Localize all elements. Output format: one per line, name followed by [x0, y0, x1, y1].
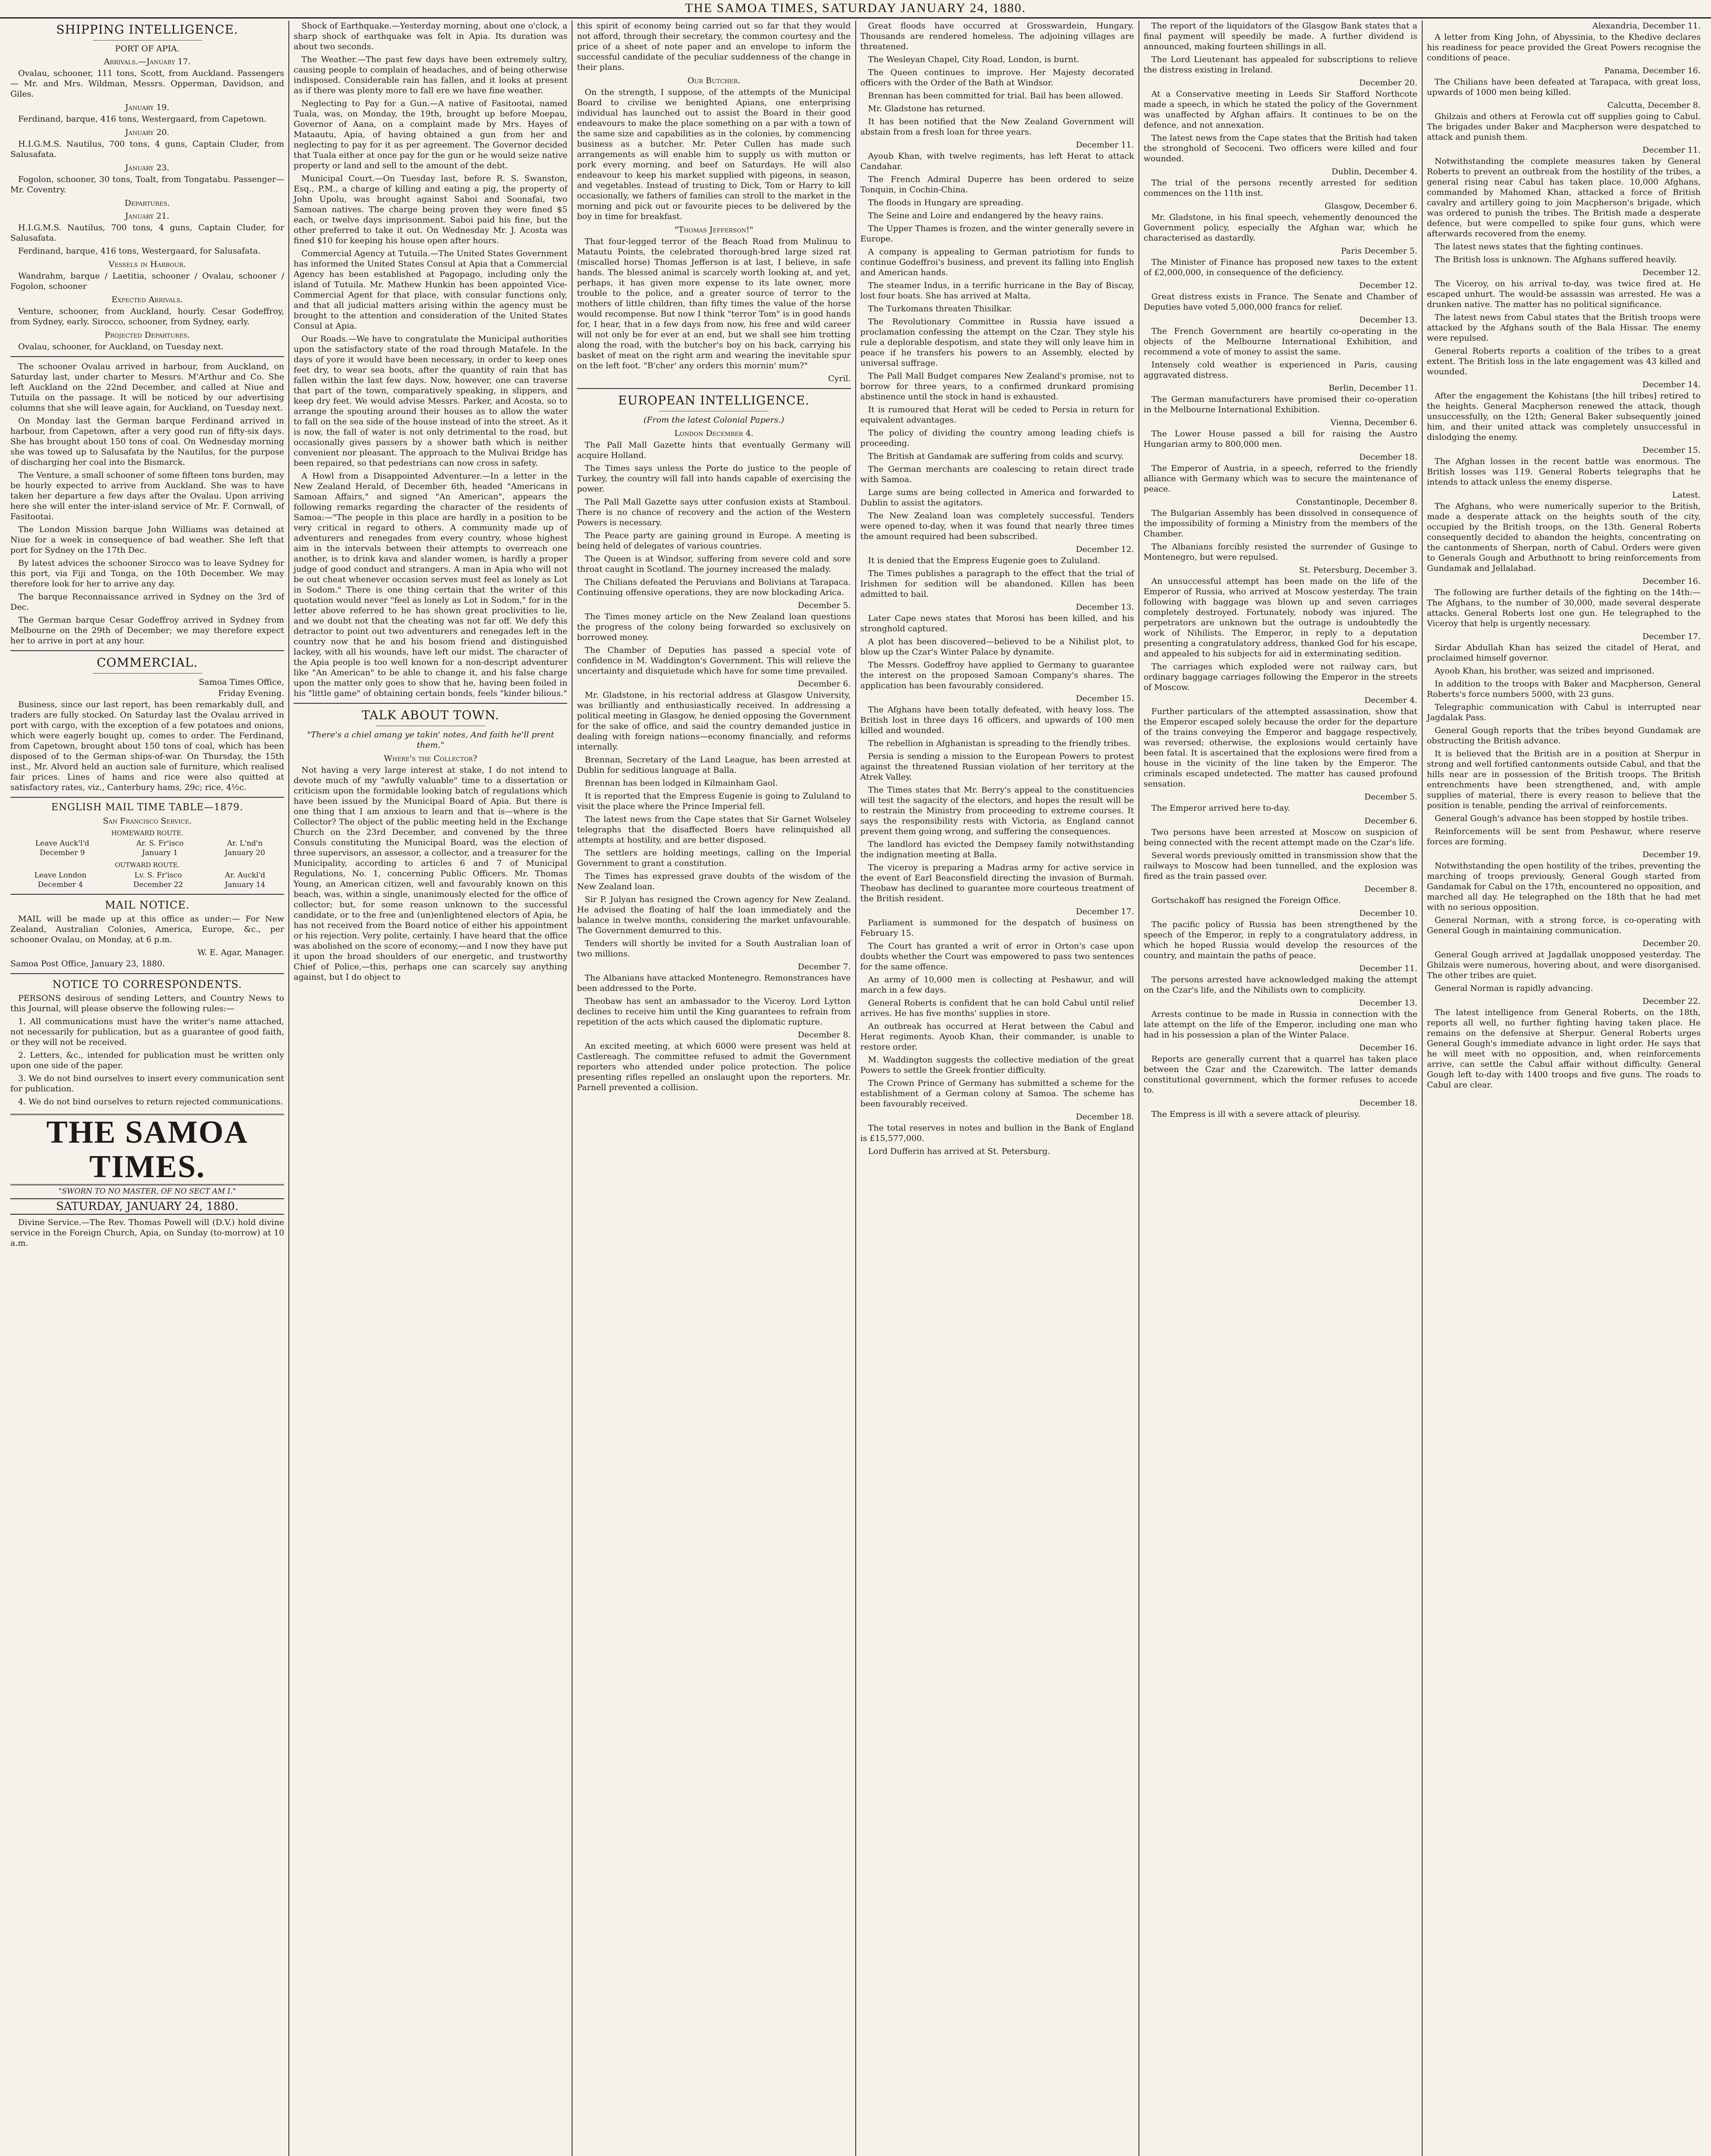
- news-item: General Norman, with a strong force, is co-operating with General Gough in maintaining communication.: [1426, 915, 1701, 935]
- news-item: M. Waddington suggests the collective mediation of the great Powers to settle the Greek frontier difficulty.: [860, 1055, 1134, 1075]
- news-item: The British at Gandamak are suffering from colds and scurvy.: [868, 451, 1124, 461]
- butcher-head: Our Butcher.: [687, 76, 741, 85]
- date-head: December 15.: [1642, 445, 1701, 455]
- news-item: The Queen is at Windsor, suffering from severe cold and sore throat caught in Scotland. The journey increased the malady.: [577, 554, 851, 574]
- news-item: The Turkomans threaten Thisilkar.: [868, 304, 1012, 313]
- news-item: The policy of dividing the country among leading chiefs is proceeding.: [860, 428, 1134, 448]
- date-head: December 4.: [1364, 696, 1417, 705]
- news-item: An army of 10,000 men is collecting at Peshawur, and will march in a few days.: [860, 975, 1134, 995]
- news-item: An outbreak has occurred at Herat between the Cabul and Herat regiments. Ayoob Khan, their commander, is unable to restore order.: [860, 1022, 1134, 1052]
- shipping-paragraph: On Monday last the German barque Ferdinand arrived in harbour, from Capetown, after a very good run of fifty-six days. She has brought about 150 tons of coal. On Wednesday morning she was towed up to Salusafata by the Nautilus, for the purpose of discharging her coal into the Bismarck.: [10, 416, 285, 467]
- news-item: The carriages which exploded were not railway cars, but ordinary baggage carriages following the Emperor in the streets of Moscow.: [1143, 662, 1417, 692]
- date-head: Dublin, December 4.: [1331, 167, 1417, 176]
- news-item: The Pall Mall Gazette hints that eventually Germany will acquire Holland.: [577, 440, 851, 460]
- date-head: December 13.: [1359, 315, 1417, 325]
- news-item: Mr. Gladstone has returned.: [868, 104, 985, 113]
- news-item: General Norman is rapidly advancing.: [1434, 984, 1593, 993]
- news-item: The Empress is ill with a severe attack of pleurisy.: [1151, 1109, 1361, 1119]
- verse: "There's a chiel amang ye takin' notes, And faith he'll prent them.": [307, 730, 554, 750]
- news-item: A plot has been discovered—believed to be a Nihilist plot, to blow up the Czar's Winter Palace by dynamite.: [860, 637, 1134, 657]
- news-item: The Lord Lieutenant has appealed for subscriptions to relieve the distress existing in Ireland.: [1143, 55, 1417, 75]
- table-cell: Lv. S. Fr'isco: [134, 871, 182, 880]
- news-item: The steamer Indus, in a terrific hurricane in the Bay of Biscay, lost four boats. She has arrived at Malta.: [860, 281, 1134, 301]
- port-title: PORT OF APIA.: [115, 44, 180, 53]
- news-item: At a Conservative meeting in Leeds Sir Stafford Northcote made a speech, in which he stated the policy of the Government was unaffected by Afghan affairs. It continues to be on the defence, and not annexation.: [1143, 89, 1417, 130]
- arrival-2: Ferdinand, barque, 416 tons, Westergaard, from Capetown.: [18, 114, 267, 124]
- news-paragraph: Not having a very large interest at stake, I do not intend to devote much of my "awfully valuable" time to a dissertation or criticism upon the formidable looking batch of regulations which have been issued by the Municipal Board of Apia. But there is one thing that I am anxious to learn and that is—where is the Collector? The object of the public meeting held in the Exchange Church on the 23rd December, and convened by the three Consuls constituting the Municipal Board, was the election of three supervisors, an assessor, a collector, and a treasurer for the Municipality, according to articles 6 and 7 of Municipal Regulations, No. 1, concerning Public Officers. Mr. Thomas Young, an American citizen, well and favourably known on this beach, was, within a single, unanimously elected for the office of collector; but, for some reason unknown to the successful candidate, or to the free and (un)enlightened electors of Apia, he has not received from the Board notice of either his appointment or his rejection. Very polite, certainly. I have heard that the office was abolished on the score of economy,—and I now they have put it upon the broad shoulders of our energetic, and trustworthy Chief of Police,—this, perhaps one can scarcely say anything against, but I do object to: [294, 765, 568, 982]
- divine-service: Divine Service.—The Rev. Thomas Powell will (D.V.) hold divine service in the Foreign Church, Apia, on Sunday (to-morrow) at 10 a.m.: [10, 1218, 285, 1248]
- mail-office: Samoa Post Office, January 23, 1880.: [10, 959, 165, 968]
- news-item: General Gough's advance has been stopped by hostile tribes.: [1434, 814, 1689, 823]
- news-item: The Court has granted a writ of error in Orton's case upon doubts whether the Court was empowered to pass two sentences for the same offence.: [860, 941, 1134, 971]
- date-head: December 11.: [1359, 964, 1417, 973]
- news-item: The Queen continues to improve. Her Majesty decorated officers with the Order of the Bath at Windsor.: [860, 68, 1134, 88]
- news-item: Ghilzais and others at Ferowla cut off supplies going to Cabul. The brigades under Baker and Macpherson were despatched to attack and punish them.: [1426, 112, 1701, 142]
- news-item: The Afghan losses in the recent battle was enormous. The British losses was 119. General Roberts telegraphs that he intends to attack unless the enemy disperse.: [1426, 457, 1701, 487]
- news-item: Two persons have been arrested at Moscow on suspicion of being connected with the recent attempt made on the Czar's life.: [1143, 827, 1417, 847]
- divider: [10, 797, 284, 798]
- news-paragraph: this spirit of economy being carried out so far that they would not afford, through their secretary, the common courtesy and the price of a sheet of note paper and an envelope to inform the successful candidate of the peculiar suddenness of the change in their plans.: [577, 21, 851, 72]
- table-cell: January 14: [225, 881, 266, 889]
- date-head: Glasgow, December 6.: [1324, 201, 1417, 211]
- table-cell: December 22: [133, 881, 183, 889]
- news-item: The latest news from the Cape states that the British had taken the stronghold of Secoceni. Two officers were killed and four wounded.: [1143, 133, 1417, 163]
- news-item: The Pall Mall Gazette says utter confusion exists at Stamboul. There is no chance of recovery and the action of the Western Powers is necessary.: [577, 497, 851, 527]
- news-item: The Pall Mall Budget compares New Zealand's promise, not to borrow for three years, to a confirmed drunkard promising abstinence until the stock in hand is exhausted.: [860, 371, 1134, 401]
- date-head: Alexandria, December 11.: [1592, 21, 1701, 31]
- news-item: The Emperor of Austria, in a speech, referred to the friendly alliance with Germany which was to secure the maintenance of peace.: [1143, 464, 1417, 494]
- news-item: Notwithstanding the open hostility of the tribes, preventing the marching of troops previously, General Gough started from Gandamak for Cabul on the 17th, encountered no opposition, and marched all day. He telegraphed on the 18th that he had met with no serious opposition.: [1426, 861, 1701, 912]
- divider: [10, 973, 284, 974]
- news-item: The Times has expressed grave doubts of the wisdom of the New Zealand loan.: [577, 871, 851, 891]
- news-item: It is denied that the Empress Eugenie goes to Zululand.: [868, 556, 1101, 565]
- news-item: Further particulars of the attempted assassination, show that the Emperor escaped solely because the order for the departure of the trains conveying the Emperor and baggage respectively, was reversed; otherwise, the explosions would certainly have been fatal. It is ascertained that the explosions were fired from a house in the vicinity of the line taken by the Emperor. The criminals escaped undetected. The matter has caused profound sensation.: [1143, 707, 1417, 789]
- vessels-head: Vessels in Harbour.: [108, 260, 186, 269]
- date-head: December 20.: [1642, 939, 1701, 948]
- news-item: Gortschakoff has resigned the Foreign Office.: [1151, 896, 1341, 905]
- news-item: Persia is sending a mission to the European Powers to protest against the threatened Russian violation of her territory at the Atrek Valley.: [860, 752, 1134, 782]
- departure-2: Ferdinand, barque, 416 tons, Westergaard, for Salusafata.: [18, 246, 261, 256]
- column-1: [6, 21, 289, 2156]
- news-item: The German merchants are coalescing to retain direct trade with Samoa.: [860, 464, 1134, 484]
- news-item: Sirdar Abdullah Khan has seized the citadel of Herat, and proclaimed himself governor.: [1426, 643, 1701, 663]
- news-item: The following are further details of the fighting on the 14th:—The Afghans, to the number of 30,000, made several desperate attacks. General Roberts lost one gun. He telegraphed to the Viceroy that help is urgently necessary.: [1426, 588, 1701, 628]
- date-head: December 11.: [1076, 140, 1134, 150]
- news-item: The Times money article on the New Zealand loan questions the progress of the colony being forwarded so exclusively on borrowed money.: [577, 612, 851, 642]
- divider: [10, 894, 284, 895]
- columns: [6, 21, 1705, 2156]
- news-item: The persons arrested have acknowledged making the attempt on the Czar's life, and the Nihilists own to complicity.: [1143, 975, 1417, 995]
- news-item: General Roberts reports a coalition of the tribes to a great extent. The British loss in the late engagement was 43 killed and wounded.: [1426, 346, 1701, 376]
- shipping-paragraph: By latest advices the schooner Sirocco was to leave Sydney for this port, via Fiji and Tonga, on the 10th December. We may therefore look for her to arrive any day.: [10, 558, 285, 589]
- notice-rule: 1. All communications must have the writer's name attached, not necessarily for publication, but as a guarantee of good faith, or they will not be received.: [10, 1017, 285, 1047]
- date-head: December 15.: [1076, 694, 1134, 703]
- news-item: It has been notified that the New Zealand Government will abstain from a fresh loan for three years.: [860, 117, 1134, 137]
- date-head: December 8.: [1364, 884, 1417, 894]
- vessels-list: Wandrahm, barque / Laetitia, schooner / Ovalau, schooner / Fogolon, schooner: [10, 271, 285, 291]
- column-2: [289, 21, 572, 2156]
- divider: [294, 703, 567, 704]
- news-item: The trial of the persons recently arrested for sedition commences on the 11th inst.: [1143, 178, 1417, 198]
- divider: [93, 40, 202, 41]
- divider: [577, 388, 851, 389]
- shipping-paragraph: The barque Reconnaissance arrived in Sydney on the 3rd of Dec.: [10, 592, 285, 612]
- mail-table-outward: [10, 871, 284, 890]
- news-item: Parliament is summoned for the despatch of business on February 15.: [860, 918, 1134, 938]
- news-item: The Chamber of Deputies has passed a special vote of confidence in M. Waddington's Government. This will relieve the uncertainty and disquietude which have for some time prevailed.: [577, 646, 851, 676]
- news-item: The latest news states that the fighting continues.: [1434, 242, 1643, 251]
- news-item: Intensely cold weather is experienced in Paris, causing aggravated distress.: [1143, 360, 1417, 380]
- news-item: An excited meeting, at which 6000 were present was held at Castlereagh. The committee refused to admit the Government reporters who attended under police protection. The police presenting rifles repelled an onslaught upon the reporters. Mr. Parnell prevented a collision.: [577, 1041, 851, 1092]
- mail-service: San Francisco Service.: [103, 816, 192, 826]
- table-row: [10, 880, 284, 890]
- news-paragraph: Shock of Earthquake.—Yesterday morning, about one o'clock, a sharp shock of earthquake was felt in Apia. Its duration was about two seconds.: [294, 21, 568, 51]
- news-item: The latest news from the Cape states that Sir Garnet Wolseley telegraphs that the disaffected Boers have relinquished all attempts at hostility, and are better disposed.: [577, 815, 851, 845]
- news-item: The latest intelligence from General Roberts, on the 18th, reports all well, no further fighting having taken place. He remains on the defensive at Sherpur. General Roberts urges General Gough's immediate advance in light order. He says that he will meet with no opposition, and, when reinforcements arrive, can settle the Cabul affair without difficulty. General Gough left to-day with 1400 troops and five guns. The roads to Cabul are clear.: [1426, 1008, 1701, 1090]
- news-item: Great floods have occurred at Grosswardein, Hungary. Thousands are rendered homeless. The adjoining villages are threatened.: [860, 21, 1134, 51]
- news-item: Ayoob Khan, his brother, was seized and imprisoned.: [1434, 666, 1655, 676]
- divider: [93, 673, 202, 674]
- outward-route: OUTWARD ROUTE.: [115, 861, 180, 869]
- date-head: Calcutta, December 8.: [1607, 100, 1701, 110]
- commercial-day: Friday Evening.: [218, 689, 285, 698]
- news-item: The Bulgarian Assembly has been dissolved in consequence of the impossibility of forming a Ministry from the members of the Chamber.: [1143, 508, 1417, 539]
- departures-head: Departures.: [125, 198, 170, 208]
- euro-subtitle: (From the latest Colonial Papers.): [643, 415, 785, 425]
- news-item: The Messrs. Godeffroy have applied to Germany to guarantee the interest on the proposed Samoan Company's shares. The application has been favourably considered.: [860, 660, 1134, 690]
- table-cell: Leave Auck'l'd: [35, 839, 90, 848]
- news-item: Mr. Gladstone, in his rectorial address at Glasgow University, was brilliantly and enthusiastically received. In addressing a political meeting in Glasgow, he denied opposing the Government for the sake of office, and said the country demanded justice in dealing with foreign nations—economy financially, and reforms internally.: [577, 690, 851, 752]
- date-head: December 7.: [798, 962, 851, 971]
- date-head: December 5.: [1364, 792, 1417, 802]
- news-paragraph: Neglecting to Pay for a Gun.—A native of Fasitootai, named Tuala, was, on Monday, the 19th, brought up before Moepau, Governor of Aana, on a complaint made by Mrs. Hayes of Mataautu, Apia, of having obtained a gun from her and neglecting to pay for it as per agreement. The Governor decided that Tuala either at once pay for the gun or he would seize native property or land and sell to the amount of the debt.: [294, 99, 568, 170]
- notice-rule: 4. We do not bind ourselves to return rejected communications.: [18, 1097, 283, 1106]
- commercial-title: COMMERCIAL.: [97, 655, 198, 670]
- date-head: December 17.: [1076, 907, 1134, 916]
- date: January 20.: [125, 128, 169, 137]
- expected-list: Venture, schooner, from Auckland, hourly. Cesar Godeffroy, from Sydney, early. Sirocco, schooner, from Sydney, early.: [10, 307, 285, 326]
- news-item: The Chilians defeated the Peruvians and Bolivians at Tarapaca. Continuing offensive operations, they are now blockading Arica.: [577, 577, 851, 597]
- date-head: December 13.: [1076, 602, 1134, 612]
- date-head: December 14.: [1642, 380, 1701, 389]
- news-item: The rebellion in Afghanistan is spreading to the friendly tribes.: [868, 739, 1131, 748]
- news-item: The Chilians have been defeated at Tarapaca, with great loss, upwards of 1000 men being killed.: [1426, 77, 1701, 97]
- news-item: Reports are generally current that a quarrel has taken place between the Czar and the Czarewitch. The latter demands constitutional government, which the former refuses to accede to.: [1143, 1054, 1417, 1095]
- date-head: December 16.: [1359, 1043, 1417, 1053]
- homeward-route: HOMEWARD ROUTE.: [111, 829, 184, 837]
- date-head: Vienna, December 6.: [1330, 418, 1417, 427]
- date-head: December 12.: [1076, 545, 1134, 554]
- news-item: The French Government are heartily co-operating in the objects of the Melbourne International Exhibition, and recommend a vote of money to assist the same.: [1143, 326, 1417, 357]
- arrival-4: Fogolon, schooner, 30 tons, Toalt, from Tongatabu. Passenger—Mr. Coventry.: [10, 175, 285, 194]
- news-item: Brennan, Secretary of the Land League, has been arrested at Dublin for seditious language at Balla.: [577, 755, 851, 775]
- table-cell: Leave London: [34, 871, 87, 880]
- arrival-1: Ovalau, schooner, 111 tons, Scott, from Auckland. Passengers — Mr. and Mrs. Wildman, Messrs. Opperman, Davidson, and Giles.: [10, 69, 285, 99]
- shipping-title: SHIPPING INTELLIGENCE.: [56, 22, 238, 37]
- projected-list: Ovalau, schooner, for Auckland, on Tuesday next.: [18, 342, 224, 351]
- news-item: The British loss is unknown. The Afghans suffered heavily.: [1434, 255, 1677, 264]
- euro-title: EUROPEAN INTELLIGENCE.: [618, 393, 810, 407]
- date-head: December 17.: [1642, 632, 1701, 641]
- divider: [10, 650, 284, 651]
- news-item: The Viceroy, on his arrival to-day, was twice fired at. He escaped unhurt. The would-be assassin was arrested. He was a drunken native. The matter has no political significance.: [1426, 279, 1701, 309]
- news-item: A company is appealing to German patriotism for funds to continue Godeffroi's business, and prevent its falling into English and American hands.: [860, 247, 1134, 277]
- mail-notice-title: MAIL NOTICE.: [105, 899, 190, 911]
- notice-rule: 2. Letters, &c., intended for publication must be written only upon one side of the paper.: [10, 1050, 285, 1070]
- news-item: The Afghans have been totally defeated, with heavy loss. The British lost in three days 16 officers, and upwards of 100 men killed and wounded.: [860, 705, 1134, 735]
- date-head: December 19.: [1642, 850, 1701, 859]
- shipping-paragraph: The German barque Cesar Godeffroy arrived in Sydney from Melbourne on the 29th of December; we may therefore expect her to arrive in port at any hour.: [10, 615, 285, 646]
- news-item: Notwithstanding the complete measures taken by General Roberts to prevent an outbreak from the hostility of the tribes, a general rising near Cabul has taken place. 10,000 Afghans, commanded by Mahomed Khan, attacked a force of British cavalry and artillery going to join Macpherson's brigade, which was ordered to punish the tribes. The British made a desperate defence, but were compelled to spike four guns, which were afterwards recovered from the enemy.: [1426, 157, 1701, 238]
- news-item: Telegraphic communication with Cabul is interrupted near Jagdalak Pass.: [1426, 702, 1701, 722]
- news-item: Lord Dufferin has arrived at St. Petersburg.: [868, 1147, 1050, 1156]
- news-item: The latest news from Cabul states that the British troops were attacked by the Afghans south of the Bala Hissar. The enemy were repulsed.: [1426, 313, 1701, 343]
- dateline: SATURDAY, JANUARY 24, 1880.: [10, 1198, 284, 1215]
- news-item: Theobaw has sent an ambassador to the Viceroy. Lord Lytton declines to receive him until the King guarantees to refrain from repetition of the acts which caused the diplomatic rupture.: [577, 997, 851, 1027]
- news-item: The settlers are holding meetings, calling on the Imperial Government to grant a constitution.: [577, 848, 851, 868]
- date-head: December 16.: [1642, 577, 1701, 586]
- date-head: December 18.: [1359, 1098, 1417, 1108]
- news-paragraph: Municipal Court.—On Tuesday last, before R. S. Swanston, Esq., P.M., a charge of killing and eating a pig, the property of John Upolu, was brought against Saboi and Soonafai, two Samoan natives. The charge being proven they were fined $5 each, or twelve days imprisonment. Saboi paid his fine, but the other preferred to take it out. On Wednesday Mr. J. Acosta was fined $10 for keeping his house open after hours.: [294, 174, 568, 245]
- table-cell: January 1: [142, 849, 178, 857]
- news-item: The Times states that Mr. Berry's appeal to the constituencies will test the sagacity of the electors, and hopes the result will be to restrain the Ministry from proceeding to extreme courses. It says the responsibility rests with Victoria, as England cannot prevent them going wrong, and suffering the consequences.: [860, 785, 1134, 836]
- date-head: Constantinople, December 8.: [1296, 497, 1417, 507]
- commercial-office: Samoa Times Office,: [199, 677, 285, 687]
- news-item: Brennan has been committed for trial. Bail has been allowed.: [868, 91, 1123, 100]
- date-head: December 10.: [1359, 909, 1417, 918]
- news-item: It is reported that the Empress Eugenie is going to Zululand to visit the place where the Prince Imperial fell.: [577, 791, 851, 811]
- date: January 19.: [125, 103, 169, 112]
- notice-title: NOTICE TO CORRESPONDENTS.: [52, 978, 242, 990]
- news-item: After the engagement the Kohistans [the hill tribes] retired to the heights. General Macpherson renewed the attack, though unsuccessfully, on the 12th; General Baker subsequently joined him, and their united attack was completely unsuccessful in dislodging the enemy.: [1426, 391, 1701, 442]
- date: January 21.: [125, 211, 169, 221]
- news-item: Arrests continue to be made in Russia in connection with the late attempt on the life of the Emperor, including one man who had in his possession a plan of the Winter Palace.: [1143, 1009, 1417, 1040]
- news-paragraph: On the strength, I suppose, of the attempts of the Municipal Board to civilise we benighted Apians, one enterprising individual has launched out to assist the Board in their good endeavours to make the place something on a par with a town of the same size and capabilities as in the colonies, by commencing business as a butcher. Mr. Peter Cullen has made such arrangements as will enable him to supply us with mutton or pork every morning, and beef on Saturdays. He will also endeavour to keep his market supplied with pigeons, in season, and vegetables. Instead of trusting to Dick, Tom or Harry to kill occasionally, we fathers of families can stroll to the market in the morning and pick out or favourite pieces to be delivered by the boy in time for breakfast.: [577, 88, 851, 221]
- news-item: The Times publishes a paragraph to the effect that the trial of Irishmen for sedition will be abandoned. Killen has been admitted to bail.: [860, 569, 1134, 599]
- talk-title: TALK ABOUT TOWN.: [362, 708, 500, 722]
- news-item: An unsuccessful attempt has been made on the life of the Emperor of Russia, who arrived at Moscow yesterday. The train following with baggage was blown up and seven carriages completely destroyed. Fortunately, nobody was injured. The perpetrators are unknown but the outrage is undoubtedly the work of Nihilists. The Emperor, in reply to a deputation presenting a congratulatory address, thanked God for his escape, and appealed to his subjects for aid in exterminating sedition.: [1143, 577, 1417, 658]
- news-item: The French Admiral Duperre has been ordered to seize Tonquin, in Cochin-China.: [860, 175, 1134, 194]
- news-item: General Gough reports that the tribes beyond Gundamak are obstructing the British advance.: [1426, 726, 1701, 746]
- news-item: The Minister of Finance has proposed new taxes to the extent of £2,000,000, in consequence of the deficiency.: [1143, 257, 1417, 277]
- collector-head: Where's the Collector?: [384, 754, 478, 763]
- news-item: General Roberts is confident that he can hold Cabul until relief arrives. He has five months' supplies in store.: [860, 998, 1134, 1018]
- shipping-paragraph: The Venture, a small schooner of some fifteen tons burden, may be hourly expected to arrive from Auckland. She was to have taken her departure a few days after the Ovalau. Upon arriving here she will enter the inter-island service of Mr. F. Cornwall, of Fasitootai.: [10, 470, 285, 521]
- news-item: The Seine and Loire and endangered by the heavy rains.: [868, 211, 1104, 220]
- date-head: December 22.: [1642, 997, 1701, 1006]
- date-head: December 12.: [1642, 268, 1701, 277]
- news-item: The Times says unless the Porte do justice to the people of Turkey, the country will fall into hands capable of exercising the power.: [577, 464, 851, 494]
- news-item: The Peace party are gaining ground in Europe. A meeting is being held of delegates of various countries.: [577, 531, 851, 551]
- date-head: December 6.: [1364, 816, 1417, 826]
- news-paragraph: Our Roads.—We have to congratulate the Municipal authorities upon the satisfactory state of the road through Matafele. In the days of yore it would have been necessary, in order to keep ones feet dry, to wear sea boots, after the quantity of rain that has fallen within the last few days. Now, however, one can traverse that part of the town, comparatively speaking, in slippers, and keep dry feet. We would advise Messrs. Parker, and Acosta, so to arrange the spouting around their houses as to allow the water to fall on the sea side of the house instead of into the street. As it is now, the fall of water is not only detrimental to the road, but occasionally gives passers by a shower bath which is neither convenient nor pleasant. The approach to the Mulivai Bridge has been repaired, so that pedestrians can now cross in safety.: [294, 334, 568, 468]
- table-cell: January 20: [225, 849, 265, 857]
- news-item: The Albanians have attacked Montenegro. Remonstrances have been addressed to the Porte.: [577, 973, 851, 993]
- news-item: Great distress exists in France. The Senate and Chamber of Deputies have voted 5,000,000 francs for relief.: [1143, 292, 1417, 312]
- column-3: [572, 21, 856, 2156]
- date-head: December 18.: [1359, 452, 1417, 462]
- news-item: The German manufacturers have promised their co-operation in the Melbourne International Exhibition.: [1143, 395, 1417, 414]
- news-item: The Crown Prince of Germany has submitted a scheme for the establishment of a German colony at Samoa. The scheme has been favourably received.: [860, 1078, 1134, 1109]
- news-item: The Afghans, who were numerically superior to the British, made a desperate attack on the heights south of the city, occupied by the British troops, on the 13th. General Roberts consequently decided to abandon the heights, concentrating on the cantonments of Sherpan, north of Cabul. Orders were given to Generals Gough and Arbuthnott to bring reinforcements from Gundamak and Jellalabad.: [1426, 501, 1701, 573]
- projected-head: Projected Departures.: [104, 330, 190, 340]
- departure-1: H.I.G.M.S. Nautilus, 700 tons, 4 guns, Captain Cluder, for Salusafata.: [10, 223, 285, 243]
- date-head: December 11.: [1642, 145, 1701, 155]
- date-head: December 12.: [1359, 281, 1417, 290]
- news-item: The Albanians forcibly resisted the surrender of Gusinge to Montenegro, but were repulsed.: [1143, 542, 1417, 562]
- news-item: The viceroy is preparing a Madras army for active service in the event of Earl Beaconsfield directing the invasion of Burmah. Theobaw has declined to guarantee more courteous treatment of the British resident.: [860, 863, 1134, 903]
- news-item: The Emperor arrived here to-day.: [1151, 803, 1290, 813]
- table-row: [10, 839, 284, 848]
- column-5: [1139, 21, 1423, 2156]
- news-item: The total reserves in notes and bullion in the Bank of England is £15,577,000.: [860, 1123, 1134, 1143]
- column-6: [1423, 21, 1705, 2156]
- shipping-paragraph: The London Mission barque John Williams was detained at Niue for a week in consequence of bad weather. She left that port for Sydney on the 17th Dec.: [10, 525, 285, 555]
- table-cell: December 9: [40, 849, 85, 857]
- date-head: London December 4.: [674, 429, 754, 438]
- notice-rule: 3. We do not bind ourselves to insert every communication sent for publication.: [10, 1074, 285, 1094]
- news-item: Later Cape news states that Morosi has been killed, and his stronghold captured.: [860, 614, 1134, 633]
- table-cell: Ar. L'nd'n: [227, 839, 263, 848]
- mail-signature: W. E. Agar, Manager.: [197, 948, 285, 957]
- divider: [10, 356, 284, 357]
- news-item: The Revolutionary Committee in Russia have issued a proclamation confessing the attempt on the Czar. They style his rule a deplorable despotism, and state they will only leave him in peace if he transfers his powers to an Assembly, elected by universal suffrage.: [860, 317, 1134, 368]
- commercial-paragraph: Business, since our last report, has been remarkably dull, and traders are fully stocked. On Saturday last the Ovalau arrived in port with cargo, with the exception of a few potatoes and onions, which were eagerly bought up, comes to order. The Ferdinand, from Capetown, brought about 150 tons of coal, which has been disposed of to the German ships-of-war. On Thursday, the 15th inst., Mr. Alvord held an auction sale of furniture, which realised fair prices. Lines of hams and rice were also quitted at satisfactory rates, viz., Canterbury hams, 29c; rice, 4½c.: [10, 700, 285, 792]
- news-item: Tenders will shortly be invited for a South Australian loan of two millions.: [577, 939, 851, 959]
- news-item: Ayoub Khan, with twelve regiments, has left Herat to attack Candahar.: [860, 151, 1134, 171]
- mail-notice: MAIL will be made up at this office as under:— For New Zealand, Australian Colonies, America, Europe, &c., per schooner Ovalau, on Monday, at 6 p.m.: [10, 914, 285, 944]
- news-item: General Gough arrived at Jagdallak unopposed yesterday. The Ghilzais were numerous, hovering about, and were disorganised. The other tribes are quiet.: [1426, 950, 1701, 980]
- news-item: Several words previously omitted in transmission show that the railways to Moscow had been tunnelled, and the explosion was fired as the train passed over.: [1143, 851, 1417, 881]
- mail-table-homeward: [10, 839, 284, 858]
- table-cell: Ar. Auckl'd: [225, 871, 266, 880]
- table-row: [10, 848, 284, 858]
- news-item: The Upper Thames is frozen, and the winter generally severe in Europe.: [860, 224, 1134, 244]
- jefferson-head: "Thomas Jefferson!": [674, 225, 754, 235]
- date-head: December 5.: [798, 601, 851, 610]
- news-paragraph: A Howl from a Disappointed Adventurer.—In a letter in the New Zealand Herald, of December 6th, headed "Americans in Samoan Affairs," and signed "An American", appears the following remarks regarding the character of the residents of Samoa:—"The people in this place are hardly in a position to be very critical in regard to others. A community made up of adventurers and renegades from every country, whose highest aim in the intervals between their attempts to overreach one another, is to drink kava and slander women, is hardly a proper judge of good conduct and strangers. A man in Apia who will not be out cheat whenever occasion serves must feel as lonely as Lot in Sodom." There is one thing certain that the writer of this quotation would never "feel as lonely as Lot in Sodom," for in the letter above referred to he has shown great proclivities to lie, and we doubt not that the cheating was not far off. We defy this detractor to point out two adventurers and renegades left in the country now that he and his bosom friend and distinguished lackey, with all his wounds, have left our midst. The character of the Apia people is too well known for a non-descript adventurer like "An American" to be able to change it, and his false charge upon the matter only goes to show that he, having been foiled in his "little game" of obtaining certain bonds, feels "kinder bilious.": [294, 471, 568, 698]
- date-head: Paris December 5.: [1341, 246, 1417, 256]
- masthead: THE SAMOA TIMES.: [10, 1114, 284, 1185]
- news-item: It is rumoured that Herat will be ceded to Persia in return for equivalent advantages.: [860, 405, 1134, 425]
- news-item: It is believed that the British are in a position at Sherpur in strong and well fortified cantonments outside Cabul, and that the hills near are in possession of the British troops. The British entrenchments have been strengthened, and, with ample supplies of material, there is every reason to believe that the position is tenable, pending the arrival of reinforcements.: [1426, 749, 1701, 810]
- news-item: Reinforcements will be sent from Peshawur, where reserve forces are forming.: [1426, 827, 1701, 846]
- table-cell: Ar. S. Fr'isco: [136, 839, 184, 848]
- news-item: The floods in Hungary are spreading.: [868, 198, 1023, 207]
- news-item: The New Zealand loan was completely successful. Tenders were opened to-day, when it was found that nearly three times the amount required had been subscribed.: [860, 511, 1134, 541]
- date-head: December 18.: [1076, 1112, 1134, 1122]
- news-item: The report of the liquidators of the Glasgow Bank states that a final payment will speedily be made. A further dividend is announced, making fourteen shillings in all.: [1143, 21, 1417, 51]
- expected-head: Expected Arrivals.: [111, 295, 183, 304]
- table-cell: December 4: [38, 881, 83, 889]
- date-head: December 13.: [1359, 998, 1417, 1008]
- news-paragraph: The Weather.—The past few days have been extremely sultry, causing people to complain of headaches, and of being otherwise indisposed. Considerable rain has fallen, and it looks at present as if there was plenty more to fall ere we have fine weather.: [294, 55, 568, 95]
- signature: Cyril.: [828, 374, 851, 383]
- page-header: THE SAMOA TIMES, SATURDAY JANUARY 24, 1880.: [0, 0, 1711, 19]
- arrival-3: H.I.G.M.S. Nautilus, 700 tons, 4 guns, Captain Cluder, from Salusafata.: [10, 139, 285, 159]
- column-4: [856, 21, 1139, 2156]
- news-item: The Wesleyan Chapel, City Road, London, is burnt.: [868, 55, 1079, 64]
- news-item: Sir P. Julyan has resigned the Crown agency for New Zealand. He advised the floating of half the loan immediately and the balance in twelve months, considering the market unfavourable. The Government demurred to this.: [577, 895, 851, 935]
- date-head: December 20.: [1359, 78, 1417, 88]
- date-head: Panama, December 16.: [1604, 66, 1701, 75]
- motto: "SWORN TO NO MASTER, OF NO SECT AM I.": [58, 1187, 236, 1196]
- news-item: In addition to the troops with Baker and Macpherson, General Roberts's force numbers 5000, with 23 guns.: [1426, 679, 1701, 699]
- date-head: December 6.: [798, 679, 851, 689]
- news-item: A letter from King John, of Abyssinia, to the Khedive declares his readiness for peace provided the Great Powers recognise the conditions of peace.: [1426, 32, 1701, 63]
- news-item: The pacific policy of Russia has been strengthened by the speech of the Emperor, in reply to a congratulatory address, in which he hoped Russia would develop the resources of the country, and maintain the paths of peace.: [1143, 920, 1417, 960]
- table-row: [10, 871, 284, 880]
- news-item: The landlord has evicted the Dempsey family notwithstanding the indignation meeting at Balla.: [860, 840, 1134, 859]
- date-head: Latest.: [1672, 490, 1701, 500]
- news-item: Brennan has been lodged in Kilmainham Gaol.: [585, 778, 778, 788]
- date-head: Berlin, December 11.: [1328, 383, 1417, 393]
- notice-paragraph: PERSONS desirous of sending Letters, and Country News to this Journal, will please observe the following rules:—: [10, 993, 285, 1013]
- news-item: The Lower House passed a bill for raising the Austro Hungarian army to 800,000 men.: [1143, 429, 1417, 449]
- date: January 23.: [125, 163, 169, 172]
- news-paragraph: That four-legged terror of the Beach Road from Mulinuu to Matautu Points, the celebrated thorough-bred large sized rat (miscalled horse) Thomas Jefferson is at last, I believe, in safe hands. The blessed animal is scarcely worth looking at, and yet, perhaps, it has given more expense to its late owner, more trouble to the police, and a greater source of terror to the mothers of little children, than fifty times the value of the horse would recompense. But now I think "terror Tom" is in good hands for, I hear, that in a few days from now, his free and wild career will not only be for ever at an end, but we shall see him trotting along the road, with the butcher's boy on his back, carrying his basket of meat on the right arm and wearing the inevitable spur on the left foot. "B'cher' any orders this mornin' mum?": [577, 237, 851, 370]
- date-head: St. Petersburg, December 3.: [1299, 565, 1417, 575]
- mail-table-title: ENGLISH MAIL TIME TABLE—1879.: [51, 802, 244, 813]
- news-item: Mr. Gladstone, in his final speech, vehemently denounced the Government policy, especially the Afghan war, which he characterised as dastardly.: [1143, 213, 1417, 243]
- date-head: December 8.: [798, 1030, 851, 1040]
- news-paragraph: Commercial Agency at Tutuila.—The United States Government has informed the United States Consul at Apia that a Commercial Agency has been established at Pagopago, including only the island of Tutuila. Mr. Mathew Hunkin has been appointed Vice-Commercial Agent for that place, with consular functions only, and that all judicial matters arising within the agency must be brought to the attention and consideration of the United States Consul at Apia.: [294, 249, 568, 331]
- news-item: Large sums are being collected in America and forwarded to Dublin to assist the agitators.: [860, 488, 1134, 508]
- arrivals-head: Arrivals.—January 17.: [103, 57, 191, 66]
- shipping-paragraph: The schooner Ovalau arrived in harbour, from Auckland, on Saturday last, under charter to Messrs. M'Arthur and Co. She left Auckland on the 22nd December, and called at Niue and Tutuila on the passage. It will be noticed by our advertising columns that she will leave again, for Auckland, on Tuesday next.: [10, 362, 285, 413]
